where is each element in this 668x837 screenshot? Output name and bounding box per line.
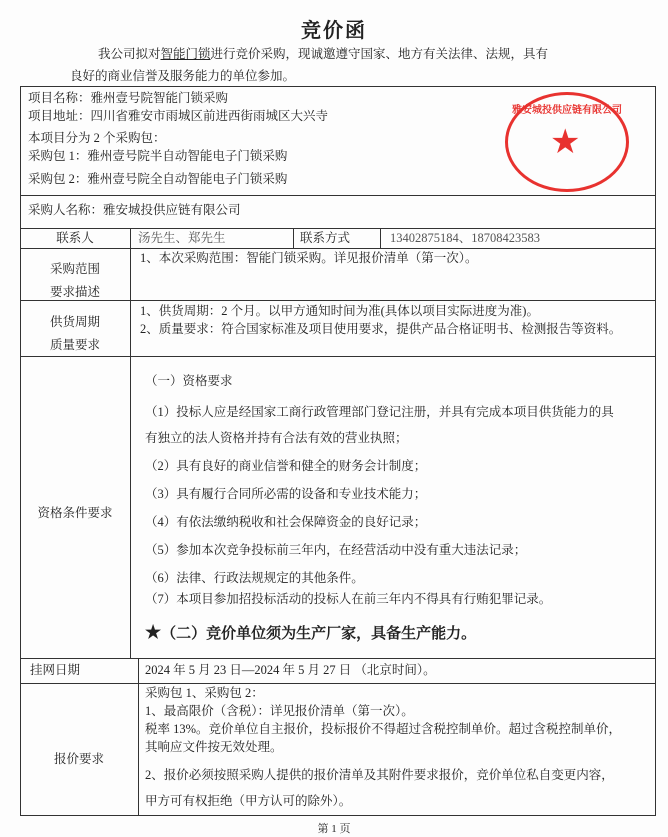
quote-line: 其响应文件按无效处理。 — [145, 740, 283, 754]
quote-line: 采购包 1、采购包 2： — [145, 686, 264, 700]
supply-line: 2、质量要求：符合国家标准及项目使用要求，提供产品合格证明书、检测报告等资料。 — [140, 322, 622, 336]
qualification-line: （6）法律、行政法规规定的其他条件。 — [145, 571, 364, 585]
qualification-line: （1）投标人应是经国家工商行政管理部门登记注册，并具有完成本项目供货能力的具 — [145, 405, 614, 419]
company-seal — [505, 92, 629, 192]
qualification-line: （3）具有履行合同所必需的设备和专业技术能力； — [145, 487, 427, 501]
contact-value: 汤先生、郑先生 — [138, 231, 226, 245]
seal-text: 雅安城投供应链有限公司 — [512, 105, 622, 116]
qualification-line: 有独立的法人资格并持有合法有效的营业执照； — [145, 431, 408, 445]
qualification-line: （一）资格要求 — [145, 374, 233, 388]
package-1: 采购包 1：雅州壹号院半自动智能电子门锁采购 — [28, 149, 288, 163]
page-number: 第 1 页 — [317, 823, 351, 835]
date-value: 2024 年 5 月 23 日—2024 年 5 月 27 日 （北京时间）。 — [145, 663, 436, 677]
subject-underlined: 智能门锁 — [160, 47, 211, 61]
date-label: 挂网日期 — [30, 663, 81, 677]
contact-method-label: 联系方式 — [300, 231, 351, 245]
scope-text: 1、本次采购范围：智能门锁采购。详见报价清单（第一次）。 — [140, 251, 478, 265]
quote-label: 报价要求 — [53, 752, 104, 766]
supply-label-2: 质量要求 — [49, 338, 100, 352]
quote-line: 甲方可有权拒绝（甲方认可的除外）。 — [145, 794, 352, 808]
contact-method-value: 13402875184、18708423583 — [390, 231, 541, 245]
supply-line: 1、供货周期：2 个月。以甲方通知时间为准(具体以项目实际进度为准)。 — [140, 304, 539, 318]
quote-line: 税率 13%。竞价单位自主报价，投标报价不得超过含税控制单价。超过含税控制单价， — [145, 722, 622, 736]
qualification-line: （2）具有良好的商业信誉和健全的财务会计制度； — [145, 459, 427, 473]
qualification-line: （4）有依法缴纳税收和社会保障资金的良好记录； — [145, 515, 427, 529]
quote-line: 1、最高限价（含税）：详见报价清单（第一次）。 — [145, 704, 414, 718]
quote-line: 2、报价必须按照采购人提供的报价清单及其附件要求报价，竞价单位私自变更内容， — [145, 768, 614, 782]
qualification-highlight: ★（二）竞价单位须为生产厂家，具备生产能力。 — [145, 622, 477, 642]
qualification-label: 资格条件要求 — [37, 506, 113, 520]
supply-label-1: 供货周期 — [49, 315, 100, 329]
star-icon: ★ — [145, 622, 162, 642]
packages-intro: 本项目分为 2 个采购包： — [28, 131, 166, 145]
purchaser-name: 采购人名称：雅安城投供应链有限公司 — [28, 203, 241, 217]
document-title: 竞价函 — [301, 20, 367, 42]
scope-label-2: 要求描述 — [49, 285, 100, 299]
qualification-line: （5）参加本次竞争投标前三年内，在经营活动中没有重大违法记录； — [145, 543, 527, 557]
project-address: 项目地址：四川省雅安市雨城区前进西街雨城区大兴寺 — [28, 109, 329, 123]
scope-label-1: 采购范围 — [49, 262, 100, 276]
intro-line2: 良好的商业信誉及服务能力的单位参加。 — [70, 69, 296, 83]
contact-label: 联系人 — [56, 231, 94, 245]
intro-paragraph: 我公司拟对智能门锁进行竞价采购，现诚邀遵守国家、地方有关法律、法规，具有 — [98, 47, 549, 61]
seal-star-icon: ★ — [550, 124, 581, 161]
package-2: 采购包 2：雅州壹号院全自动智能电子门锁采购 — [28, 172, 288, 186]
project-name: 项目名称：雅州壹号院智能门锁采购 — [28, 91, 229, 105]
qualification-line: （7）本项目参加招投标活动的投标人在前三年内不得具有行贿犯罪记录。 — [145, 592, 552, 606]
